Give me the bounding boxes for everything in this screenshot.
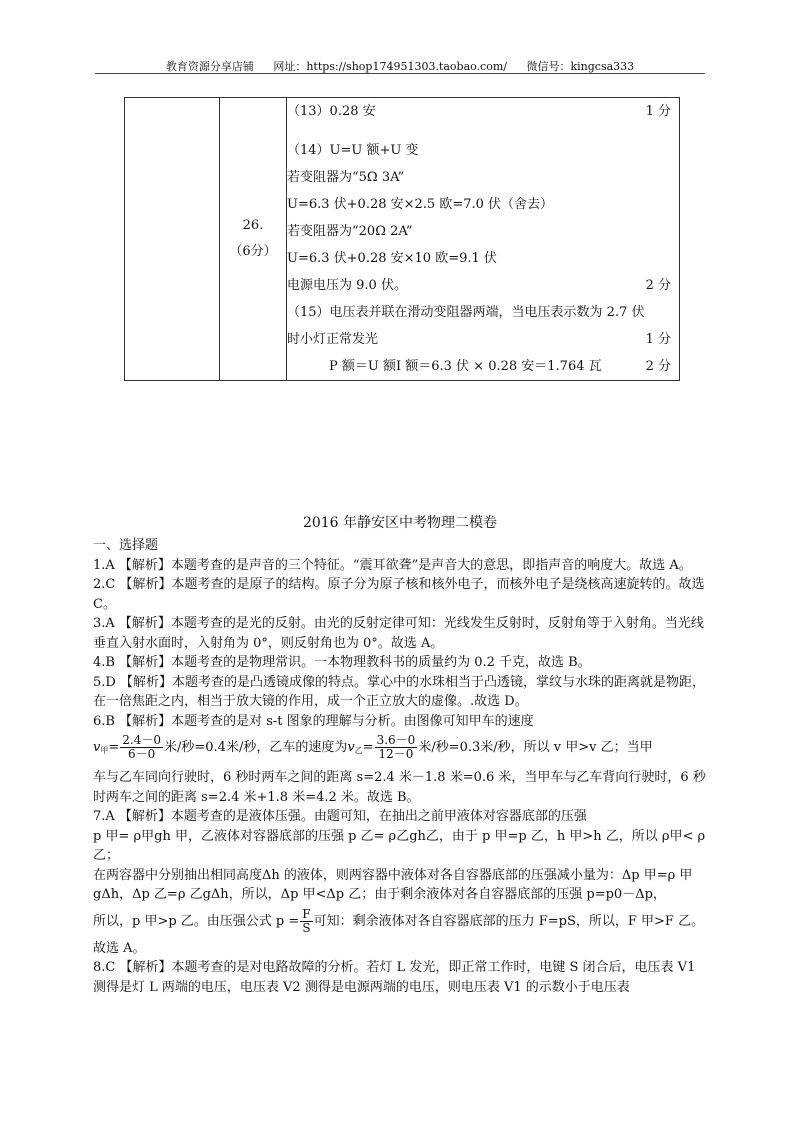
solution-line	[287, 164, 679, 191]
line-points: 2 分	[645, 278, 671, 293]
solution-line	[287, 272, 679, 299]
answer-item: 6.B 【解析】本题考查的是对 s-t 图象的理解与分析。由图像可知甲车的速度	[93, 713, 534, 729]
line-points: 2 分	[645, 359, 671, 374]
solution-line	[287, 353, 679, 380]
equation-text: 米/秒=0.4米/秒，乙车的速度为	[164, 740, 348, 755]
answer-table	[124, 97, 680, 381]
question-score: （6分）	[229, 244, 277, 259]
line-text: U=6.3 伏+0.28 安×10 欧=9.1 伏	[287, 251, 497, 266]
solution-line	[287, 191, 679, 218]
blank-cell	[125, 98, 220, 381]
answer-item: 车与乙车同向行驶时，6 秒时两车之间的距离 s=2.4 米－1.8 米=0.6 米，当甲车与乙车背向行驶时，6 秒时两车之间的距离 s=2.4 米+1.8 米=4.2 米。故选 B。	[93, 770, 706, 805]
equation-text: 所以，p 甲>p 乙。由压强公式 p =	[93, 913, 300, 929]
velocity-equation: $v_甲=$ $\frac{2.4-0}{6-0}$ 米/秒=0.4米/秒，乙车的速度为$v_乙=$ $\frac{3.6-0}{12-0}$ 米/秒=0.3米/秒，所以 v 甲>v 乙；当甲	[93, 733, 653, 761]
fraction-numerator: 3.6－0	[376, 733, 416, 747]
fraction-numerator: 2.4－0	[122, 733, 161, 747]
header-shop: 教育资源分享店铺	[165, 60, 254, 73]
line-points: 1 分	[645, 104, 671, 119]
line-text: （13）0.28 安	[287, 104, 376, 119]
answer-item: 1.A 【解析】本题考查的是声音的三个特征。“震耳欲聋”是声音大的意思，即指声音的响度大。故选 A。	[93, 557, 692, 573]
equation-text: 米/秒=0.3米/秒，所以 v 甲>v 乙；当甲	[418, 740, 653, 755]
solution-cell	[287, 98, 680, 381]
line-text: U=6.3 伏+0.28 安×2.5 欧=7.0 伏（舍去）	[287, 197, 554, 212]
solution-line	[287, 98, 679, 125]
fraction-denominator: 12－0	[378, 747, 414, 761]
header-url[interactable]: 网址：https://shop174951303.taobao.com/	[273, 60, 507, 73]
page-title: 2016 年静安区中考物理二模卷	[302, 515, 498, 531]
page-header	[0, 58, 800, 74]
section-heading: 一、选择题	[93, 538, 159, 553]
pressure-equation	[93, 905, 706, 939]
line-text: 电源电压为 9.0 伏。	[287, 278, 407, 293]
answer-item: 8.C 【解析】本题考查的是对电路故障的分析。若灯 L 发光，即正常工作时，电键 S 闭合后，电压表 V1 测得是灯 L 两端的电压，电压表 V2 测得是电源两端的电压，则电压表 V1 的示数小于电压表	[93, 960, 696, 995]
line-points: 1 分	[645, 332, 671, 347]
fraction-numerator: F	[302, 906, 311, 921]
line-text: 若变阻器为“20Ω 2A”	[287, 224, 413, 239]
answer-item: 4.B 【解析】本题考查的是物理常识。一本物理教科书的质量约为 0.2 千克，故选 B。	[93, 655, 591, 670]
equation-text: 可知：剩余液体对各自容器底部的压力 F=pS，所以，F 甲>F 乙。	[313, 913, 705, 929]
answer-item: p 甲= ρ甲gh 甲，乙液体对容器底部的压强 p 乙= ρ乙gh乙，由于 p 甲=p 乙，h 甲>h 乙，所以 ρ甲< ρ乙；	[93, 828, 706, 863]
header-wechat: 微信号：kingcsa333	[526, 60, 635, 73]
answer-item: 7.A 【解析】本题考查的是液体压强。由题可知，在抽出之前甲液体对容器底部的压强	[93, 809, 587, 824]
fraction-denominator: S	[302, 920, 311, 935]
solution-line	[287, 137, 679, 164]
line-text: （15）电压表并联在滑动变阻器两端，当电压表示数为 2.7 伏	[287, 305, 645, 320]
fraction	[300, 908, 312, 935]
question-number: 26.	[242, 218, 264, 233]
answer-item: 5.D 【解析】本题考查的是凸透镜成像的特点。掌心中的水珠相当于凸透镜，掌纹与水珠的距离就是物距，在一倍焦距之内，相当于放大镜的作用，成一个正立放大的虚像。.故选 D。	[93, 674, 705, 709]
header-divider	[95, 73, 705, 74]
answer-body	[93, 536, 706, 997]
line-text: P 额＝U 额I 额＝6.3 伏 × 0.28 安＝1.764 瓦	[329, 359, 602, 374]
fraction-denominator: 6－0	[127, 747, 156, 761]
fraction	[120, 734, 163, 761]
line-text: 若变阻器为“5Ω 3A”	[287, 170, 405, 185]
solution-line	[287, 218, 679, 245]
solution-line	[287, 326, 679, 353]
line-text: （14）U=U 额+U 变	[287, 143, 419, 158]
answer-item: 故选 A。	[93, 940, 146, 956]
question-cell	[220, 98, 287, 381]
answer-item: 在两容器中分别抽出相同高度Δh 的液体，则两容器中液体对各自容器底部的压强减小量为：Δp 甲=ρ 甲gΔh，Δp 乙=ρ 乙gΔh，所以，Δp 甲<Δp 乙；由于剩余液体对各自容器底部的压强 p=p0－Δp，	[93, 867, 693, 902]
line-text: 时小灯正常发光	[287, 332, 379, 347]
answer-item: 2.C 【解析】本题考查的是原子的结构。原子分为原子核和核外电子，而核外电子是绕核高速旋转的。故选 C。	[93, 577, 705, 612]
solution-line	[287, 245, 679, 272]
fraction	[375, 734, 418, 761]
answer-item: 3.A 【解析】本题考查的是光的反射。由光的反射定律可知：光线发生反射时，反射角等于入射角。当光线垂直入射水面时，入射角为 0°，则反射角也为 0°。故选 A。	[93, 616, 704, 651]
solution-line	[287, 299, 679, 326]
